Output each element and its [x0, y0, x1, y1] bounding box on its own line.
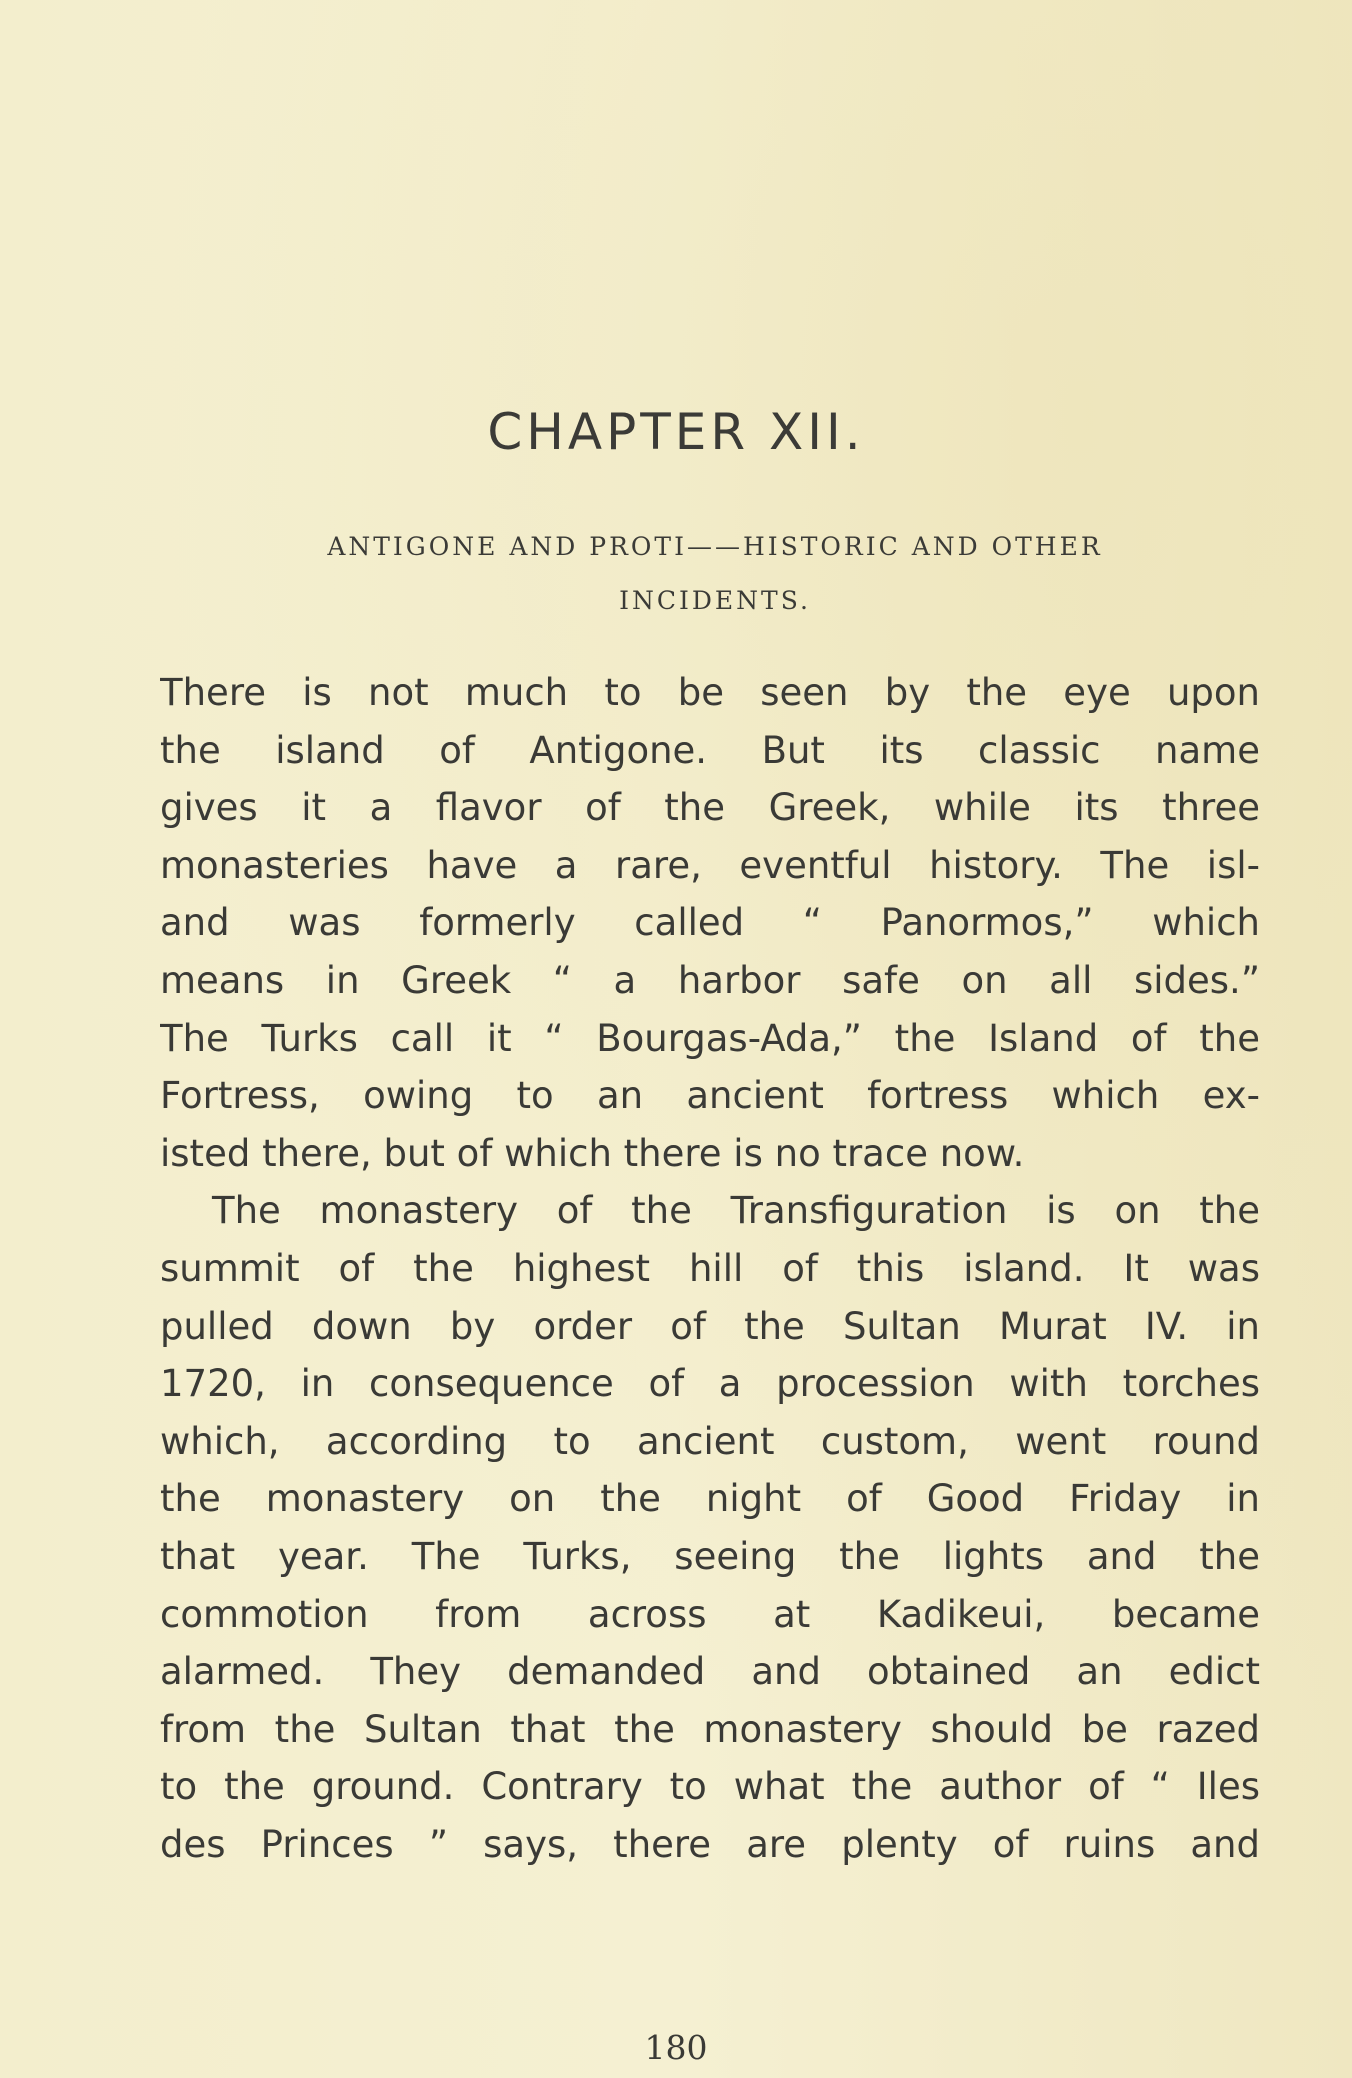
- text-line: the monastery on the night of Good Friday in: [160, 1477, 1260, 1521]
- text-line: monasteries have a rare, eventful history. The isl-: [160, 843, 1260, 887]
- text-line: means in Greek “ a harbor safe on all sides.”: [160, 958, 1260, 1002]
- page-number: 180: [644, 2028, 708, 2067]
- text-line: des Princes ” says, there are plenty of ruins and: [160, 1822, 1260, 1866]
- text-line: to the ground. Contrary to what the author of “ Iles: [160, 1765, 1260, 1809]
- text-line: which, according to ancient custom, went round: [160, 1419, 1260, 1463]
- text-line: 1720, in consequence of a procession with torches: [160, 1362, 1260, 1406]
- body-text: [160, 664, 1260, 1873]
- text-line: The monastery of the Transfiguration is on the: [212, 1189, 1260, 1233]
- text-line: Fortress, owing to an ancient fortress which ex-: [160, 1074, 1260, 1118]
- text-line: that year. The Turks, seeing the lights and the: [160, 1534, 1260, 1578]
- text-line: from the Sultan that the monastery should be razed: [160, 1707, 1260, 1751]
- text-line: isted there, but of which there is no trace now.: [160, 1131, 1025, 1175]
- text-line: gives it a flavor of the Greek, while its three: [160, 786, 1260, 830]
- subtitle-line: INCIDENTS.: [619, 586, 811, 615]
- text-line: and was formerly called “ Panormos,” which: [160, 901, 1260, 945]
- text-line: There is not much to be seen by the eye upon: [160, 671, 1260, 714]
- chapter-subtitle: [160, 520, 1270, 628]
- text-line: commotion from across at Kadikeui, became: [160, 1592, 1260, 1636]
- text-line: alarmed. They demanded and obtained an edict: [160, 1650, 1260, 1694]
- text-line: summit of the highest hill of this island. It was: [160, 1246, 1260, 1290]
- text-line: pulled down by order of the Sultan Murat IV. in: [160, 1304, 1260, 1348]
- text-line: The Turks call it “ Bourgas-Ada,” the Island of the: [160, 1016, 1260, 1060]
- chapter-title: CHAPTER XII.: [487, 403, 865, 461]
- subtitle-line: ANTIGONE AND PROTI——HISTORIC AND OTHER: [327, 532, 1103, 561]
- text-line: the island of Antigone. But its classic name: [160, 728, 1260, 772]
